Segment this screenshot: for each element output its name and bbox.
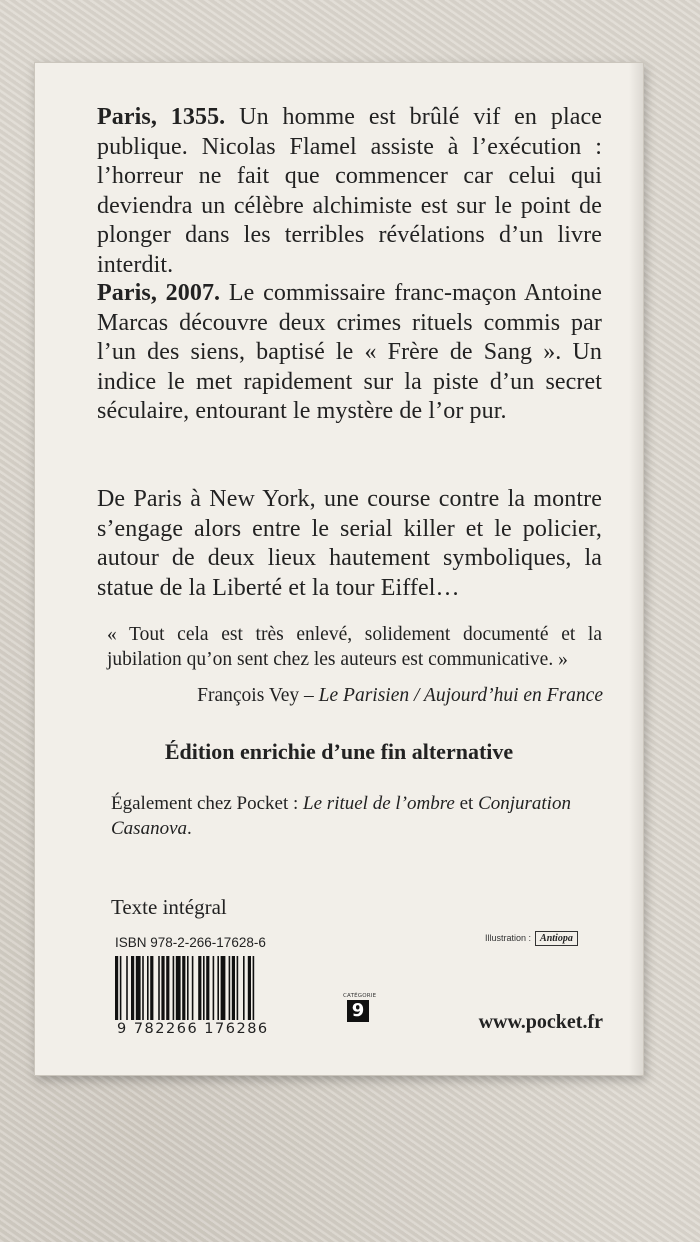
isbn-label: ISBN 978-2-266-17628-6 [115,935,266,950]
quote-attribution [197,685,603,707]
press-quote: « Tout cela est très enlevé, solidement documenté et la jubilation qu’on sent chez les auteurs est communicative. » [107,624,602,670]
category-number: 9 [347,1000,369,1022]
barcode-bar [161,956,164,1020]
barcode-bar [243,956,245,1020]
also-joiner: et [454,793,479,814]
barcode-bar [115,956,118,1020]
category-badge [343,993,377,1022]
barcode-bar [253,956,255,1020]
also-title-1: Le rituel de l’ombre [303,793,455,814]
blurb-paragraph-1-lead: Paris, 1355. [97,104,226,130]
illustration-credit-logo: Antiopa [535,931,578,946]
blurb-paragraph-1 [97,103,602,280]
barcode-bar [206,956,209,1020]
integral-text-label: Texte intégral [111,895,227,919]
barcode-bar [131,956,134,1020]
book-back-cover [34,62,644,1076]
barcode-digits: 9 782266 176286 [117,1021,269,1037]
also-by-note [111,791,601,841]
barcode-bar [198,956,201,1020]
barcode-bar [120,956,122,1020]
barcode-bar [158,956,160,1020]
barcode-bar [187,956,189,1020]
edition-note: Édition enrichie d’une fin alternative [164,739,514,764]
barcode-bar [142,956,144,1020]
blurb-paragraph-2-lead: Paris, 2007. [97,280,221,306]
barcode-bar [232,956,235,1020]
barcode-bar [150,956,153,1020]
illustration-label: Illustration : [485,932,532,943]
category-label: CATÉGORIE [343,993,377,999]
publisher-url: www.pocket.fr [478,1011,603,1033]
blurb-paragraph-2-text: Le commissaire franc-maçon Antoine Marcas découvre deux crimes rituels commis par l’un des siens, baptisé le « Frère de Sang ». Un indice le met rapidement sur la piste d’un secret séculaire, entourant le mystère de l’or pur. [97,280,602,424]
barcode-bar [126,956,128,1020]
illustration-credit [485,931,578,946]
barcode-bar [203,956,205,1020]
barcode-bar [221,956,226,1020]
barcode-bar [176,956,181,1020]
barcode-bar [217,956,219,1020]
barcode-bar [248,956,251,1020]
barcode-bar [166,956,169,1020]
blurb-paragraph-1-text: Un homme est brûlé vif en place publique. Nicolas Flamel assiste à l’exécution : l’horreur ne fait que commencer car celui qui deviendra un célèbre alchimiste est sur le point de plonger dans les terribles révélations d’un livre interdit. [97,104,602,278]
barcode-bar [173,956,175,1020]
barcode-bar [182,956,185,1020]
barcode-bar [192,956,194,1020]
quote-author: François Vey – [197,685,319,706]
blurb-paragraph-2 [97,279,602,427]
also-prefix: Également chez Pocket : [111,793,304,814]
also-title-2: Conjuration Casanova [111,793,571,839]
barcode-bar [147,956,149,1020]
barcode-bar [237,956,239,1020]
barcode-bar [229,956,231,1020]
also-suffix: . [187,818,192,839]
barcode-image [115,956,305,1020]
blurb-paragraph-3: De Paris à New York, une course contre la montre s’engage alors entre le serial killer et le policier, autour de deux lieux hautement symboliques, la statue de la Liberté et la tour Eiffel… [97,486,602,601]
barcode-bar [213,956,215,1020]
quote-source: Le Parisien / Aujourd’hui en France [318,685,603,706]
barcode-bar [136,956,141,1020]
